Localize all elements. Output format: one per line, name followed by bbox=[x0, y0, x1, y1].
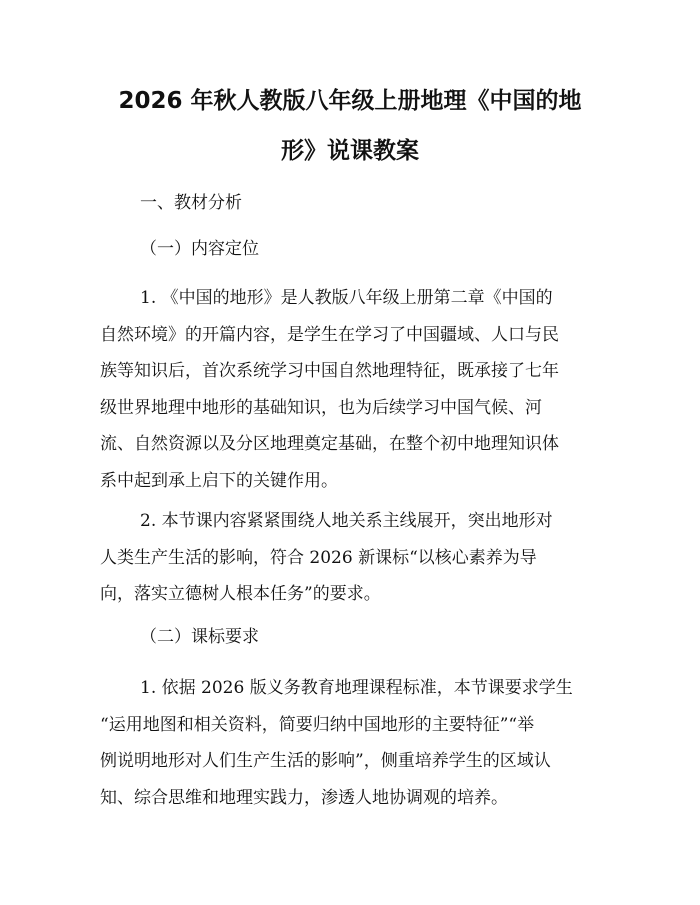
paragraph-line: 流、自然资源以及分区地理奠定基础，在整个初中地理知识体 bbox=[100, 434, 559, 454]
paragraph-line: “运用地图和相关资料，简要归纳中国地形的主要特征”“举 bbox=[100, 714, 535, 735]
paragraph-line: 向，落实立德树人根本任务”的要求。 bbox=[100, 584, 381, 604]
document-title bbox=[100, 76, 600, 176]
paragraph-line: 级世界地理中地形的基础知识，也为后续学习中国气候、河 bbox=[100, 397, 542, 418]
title-line-2: 形》说课教案 bbox=[281, 138, 419, 164]
paragraph-line: 族等知识后，首次系统学习中国自然地理特征，既承接了七年 bbox=[100, 361, 559, 381]
paragraph-line: 例说明地形对人们生产生活的影响”，侧重培养学生的区域认 bbox=[100, 751, 551, 771]
paragraph-line: 知、综合思维和地理实践力，渗透人地协调观的培养。 bbox=[100, 787, 508, 808]
paragraph-line: 2. 本节课内容紧紧围绕人地关系主线展开，突出地形对 bbox=[140, 511, 553, 531]
paragraph-line: 人类生产生活的影响，符合 2026 新课标“以核心素养为导 bbox=[100, 547, 537, 568]
subsection-heading-content-positioning: （一）内容定位 bbox=[140, 239, 259, 259]
paragraph-line: 自然环境》的开篇内容，是学生在学习了中国疆域、人口与民 bbox=[100, 324, 559, 345]
paragraph-curriculum-requirements-1 bbox=[100, 670, 600, 816]
paragraph-line: 系中起到承上启下的关键作用。 bbox=[100, 470, 338, 491]
section-heading-textbook-analysis: 一、教材分析 bbox=[140, 193, 242, 213]
subsection-heading-curriculum-requirements: （二）课标要求 bbox=[140, 627, 259, 647]
paragraph-line: 1. 《中国的地形》是人教版八年级上册第二章《中国的 bbox=[140, 288, 553, 308]
paragraph-line: 1. 依据 2026 版义务教育地理课程标准，本节课要求学生 bbox=[140, 678, 573, 698]
paragraph-content-positioning-1 bbox=[100, 280, 600, 499]
title-line-1: 2026 年秋人教版八年级上册地理《中国的地 bbox=[118, 88, 582, 114]
paragraph-content-positioning-2 bbox=[100, 503, 600, 613]
